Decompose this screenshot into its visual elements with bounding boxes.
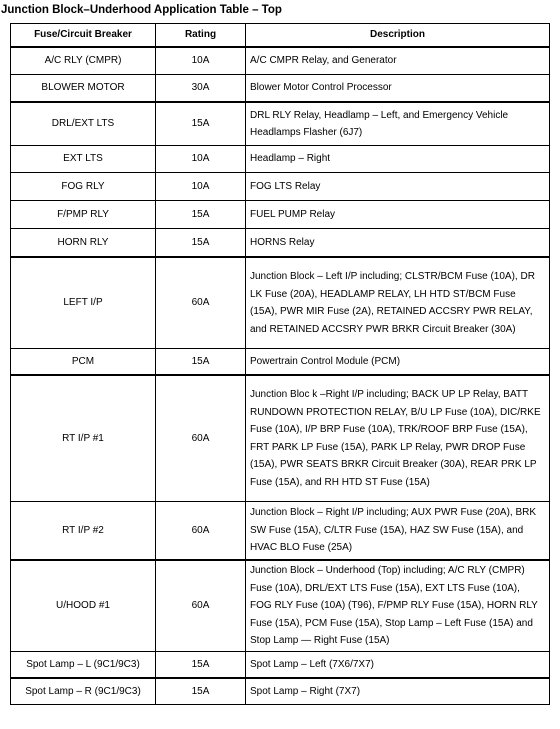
- table-row: [11, 102, 550, 146]
- description-cell: Powertrain Control Module (PCM): [246, 349, 550, 376]
- fuse-cell: HORN RLY: [11, 229, 156, 258]
- fuse-cell: RT I/P #1: [11, 375, 156, 502]
- table-header-row: [11, 24, 550, 48]
- table-row: [11, 47, 550, 75]
- fuse-cell: Spot Lamp – L (9C1/9C3): [11, 652, 156, 679]
- table-row: [11, 173, 550, 201]
- description-cell: HORNS Relay: [246, 229, 550, 258]
- description-cell: Headlamp – Right: [246, 146, 550, 173]
- rating-cell: 15A: [156, 652, 246, 679]
- rating-cell: 15A: [156, 229, 246, 258]
- table-row: [11, 349, 550, 376]
- rating-cell: 30A: [156, 75, 246, 103]
- description-cell: DRL RLY Relay, Headlamp – Left, and Emergency Vehicle Headlamps Flasher (6J7): [246, 102, 550, 146]
- fuse-application-table: [10, 23, 550, 705]
- table-row: [11, 678, 550, 705]
- rating-cell: 15A: [156, 201, 246, 229]
- table-row: [11, 560, 550, 652]
- header-fuse-circuit-breaker: Fuse/Circuit Breaker: [11, 24, 156, 48]
- description-cell: Junction Block – Left I/P including; CLSTR/BCM Fuse (10A), DR LK Fuse (20A), HEADLAMP RELAY, LH HTD ST/BCM Fuse (15A), PWR MIR Fuse (2A), RETAINED ACCSRY PWR RELAY, and RETAINED ACCSRY PWR BRKR Circuit Breaker (30A): [246, 257, 550, 349]
- rating-cell: 15A: [156, 349, 246, 376]
- fuse-cell: Spot Lamp – R (9C1/9C3): [11, 678, 156, 705]
- table-row: [11, 652, 550, 679]
- table-row: [11, 146, 550, 173]
- rating-cell: 60A: [156, 560, 246, 652]
- description-cell: FOG LTS Relay: [246, 173, 550, 201]
- fuse-cell: F/PMP RLY: [11, 201, 156, 229]
- description-cell: Spot Lamp – Right (7X7): [246, 678, 550, 705]
- fuse-cell: A/C RLY (CMPR): [11, 47, 156, 75]
- rating-cell: 60A: [156, 257, 246, 349]
- fuse-cell: BLOWER MOTOR: [11, 75, 156, 103]
- fuse-cell: RT I/P #2: [11, 502, 156, 561]
- rating-cell: 10A: [156, 47, 246, 75]
- description-cell: A/C CMPR Relay, and Generator: [246, 47, 550, 75]
- description-cell: Spot Lamp – Left (7X6/7X7): [246, 652, 550, 679]
- description-cell: FUEL PUMP Relay: [246, 201, 550, 229]
- fuse-cell: FOG RLY: [11, 173, 156, 201]
- table-row: [11, 375, 550, 502]
- rating-cell: 60A: [156, 375, 246, 502]
- fuse-cell: EXT LTS: [11, 146, 156, 173]
- table-title: Junction Block–Underhood Application Table – Top: [1, 4, 282, 16]
- description-cell: Junction Bloc k –Right I/P including; BACK UP LP Relay, BATT RUNDOWN PROTECTION RELAY, B/U LP Fuse (10A), DIC/RKE Fuse (10A), I/P BRP Fuse (10A), TRK/ROOF BRP Fuse (15A), FRT PARK LP Fuse (15A), PARK LP Relay, PWR DROP Fuse (15A), PWR SEATS BRKR Circuit Breaker (30A), REAR PRK LP Fuse (15A), and RH HTD ST Fuse (15A): [246, 375, 550, 502]
- rating-cell: 15A: [156, 678, 246, 705]
- rating-cell: 10A: [156, 146, 246, 173]
- table-row: [11, 75, 550, 103]
- description-cell: Blower Motor Control Processor: [246, 75, 550, 103]
- table-row: [11, 257, 550, 349]
- table-row: [11, 201, 550, 229]
- fuse-cell: LEFT I/P: [11, 257, 156, 349]
- header-rating: Rating: [156, 24, 246, 48]
- table-row: [11, 229, 550, 258]
- fuse-cell: PCM: [11, 349, 156, 376]
- header-description: Description: [246, 24, 550, 48]
- fuse-cell: DRL/EXT LTS: [11, 102, 156, 146]
- rating-cell: 15A: [156, 102, 246, 146]
- rating-cell: 60A: [156, 502, 246, 561]
- fuse-cell: U/HOOD #1: [11, 560, 156, 652]
- table-row: [11, 502, 550, 561]
- description-cell: Junction Block – Underhood (Top) including; A/C RLY (CMPR) Fuse (10A), DRL/EXT LTS Fuse (15A), EXT LTS Fuse (10A), FOG RLY Fuse (10A) (T96), F/PMP RLY Fuse (15A), HORN RLY Fuse (15A), PCM Fuse (15A), Stop Lamp – Left Fuse (15A) and Stop Lamp — Right Fuse (15A): [246, 560, 550, 652]
- rating-cell: 10A: [156, 173, 246, 201]
- description-cell: Junction Block – Right I/P including; AUX PWR Fuse (20A), BRK SW Fuse (15A), C/LTR Fuse (15A), HAZ SW Fuse (15A), and HVAC BLO Fuse (25A): [246, 502, 550, 561]
